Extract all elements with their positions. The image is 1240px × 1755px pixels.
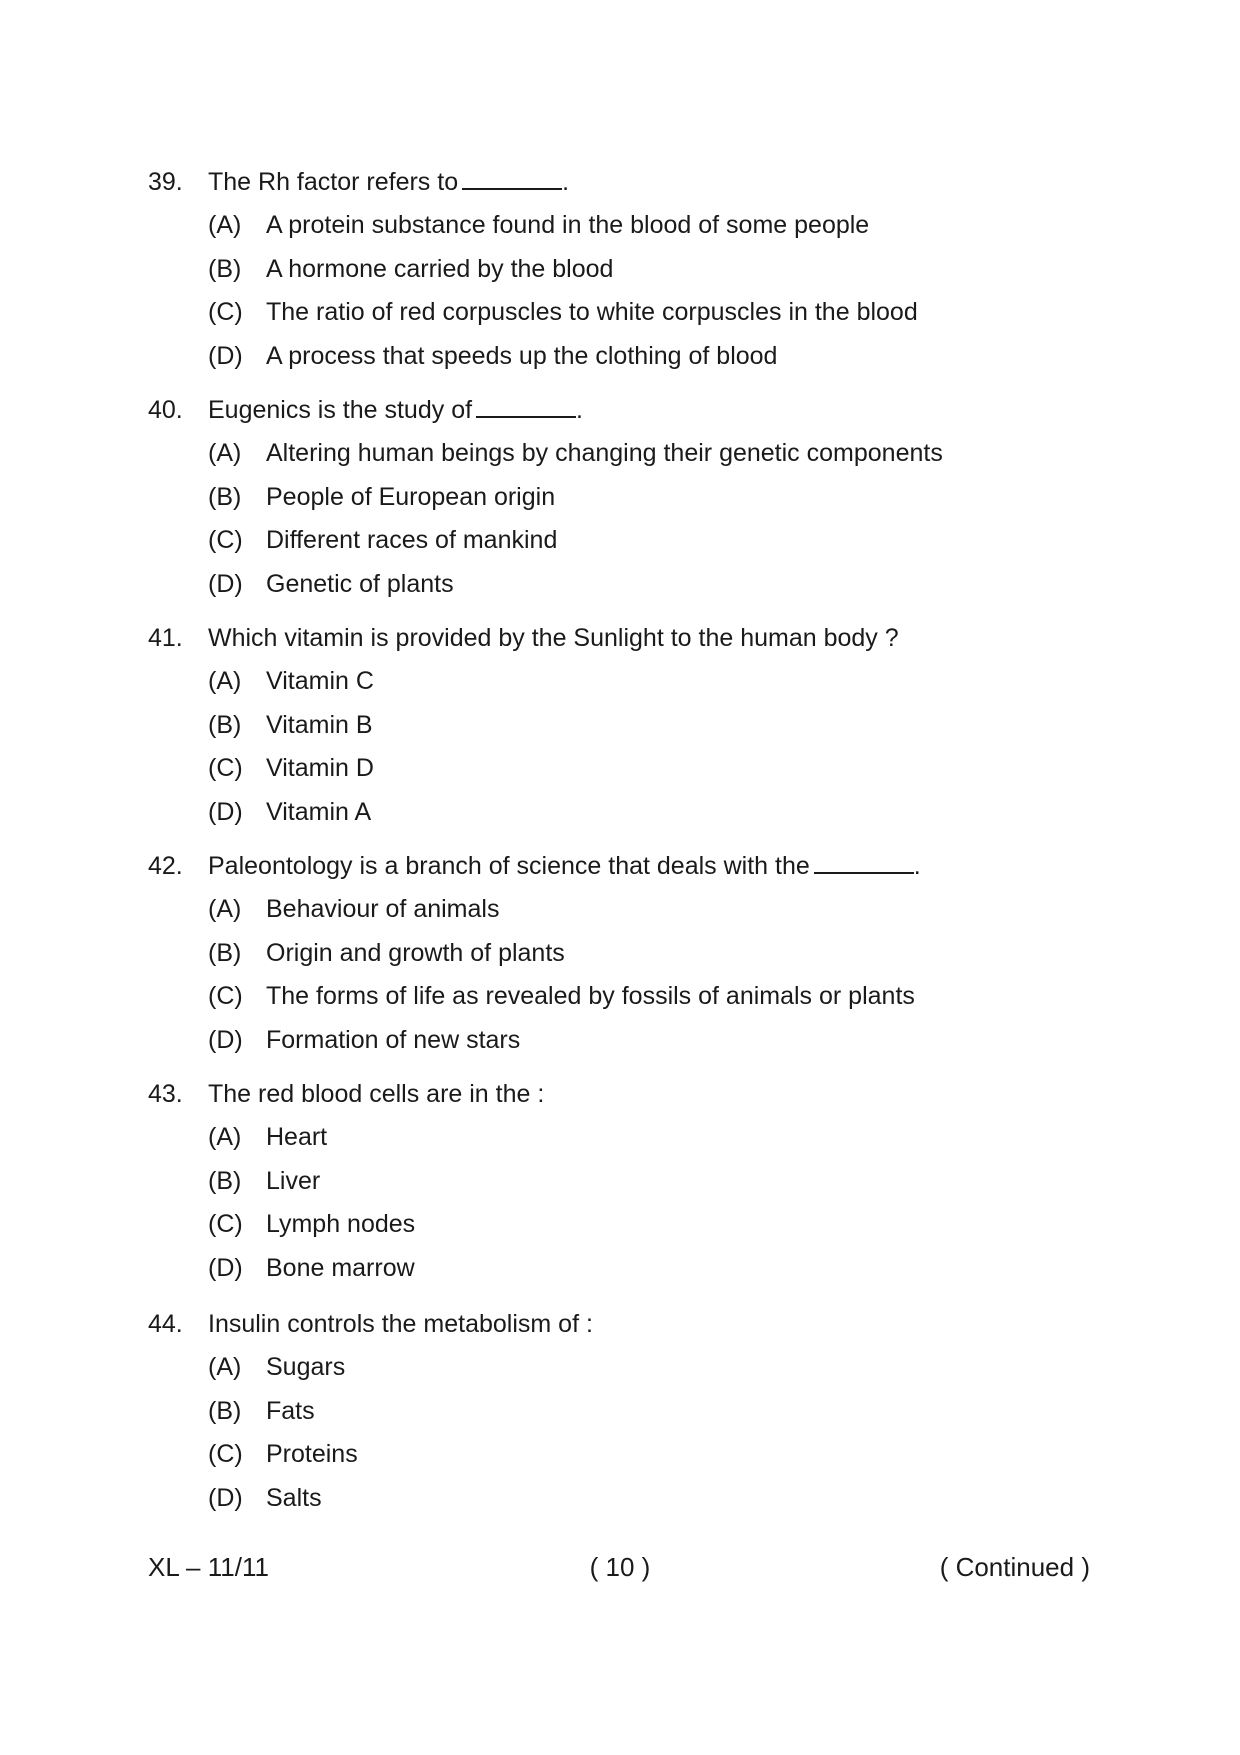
answer-blank	[462, 166, 562, 190]
option-letter: (A)	[208, 667, 242, 695]
question-stem-line	[148, 160, 1148, 204]
option-d	[148, 335, 1148, 379]
option-text: A hormone carried by the blood	[266, 254, 614, 283]
option-letter: (C)	[208, 526, 243, 554]
option-text: Heart	[266, 1123, 328, 1151]
question-stem-line	[148, 1302, 1148, 1346]
question-stem: The Rh factor refers to	[208, 168, 459, 196]
option-d	[148, 1019, 1148, 1063]
option-c	[148, 975, 1148, 1019]
option-text: People of European origin	[266, 482, 556, 511]
option-letter: (A)	[208, 439, 242, 467]
stem-end: .	[562, 168, 570, 196]
option-a	[148, 888, 1148, 932]
question-number: 42.	[148, 852, 183, 880]
option-b	[148, 1160, 1148, 1204]
option-letter: (B)	[208, 1166, 242, 1195]
continued-label: ( Continued )	[939, 1552, 1090, 1582]
option-letter: (A)	[208, 895, 242, 923]
option-text: Genetic of plants	[266, 569, 454, 598]
question-number: 44.	[148, 1310, 183, 1338]
option-text: Behaviour of animals	[266, 895, 500, 923]
option-b	[148, 704, 1148, 748]
option-text: Bone marrow	[266, 1253, 415, 1282]
option-letter: (D)	[208, 797, 243, 826]
answer-blank	[814, 850, 914, 874]
question-43	[148, 1072, 1148, 1290]
question-stem: Insulin controls the metabolism of :	[208, 1310, 593, 1338]
option-b	[148, 1390, 1148, 1434]
option-text: A protein substance found in the blood of some people	[266, 211, 870, 239]
option-b	[148, 476, 1148, 520]
option-letter: (C)	[208, 1440, 243, 1468]
option-text: Fats	[266, 1396, 315, 1425]
question-41	[148, 616, 1148, 834]
paper-code: XL – 11/11	[148, 1552, 269, 1582]
question-stem-line	[148, 388, 1148, 432]
option-letter: (D)	[208, 1253, 243, 1282]
option-letter: (B)	[208, 1396, 242, 1425]
question-number: 39.	[148, 168, 183, 196]
option-text: Vitamin B	[266, 710, 373, 739]
option-letter: (C)	[208, 1210, 243, 1238]
option-letter: (C)	[208, 754, 243, 782]
question-stem: Eugenics is the study of	[208, 396, 473, 424]
question-stem: The red blood cells are in the :	[208, 1080, 545, 1108]
option-list	[148, 888, 1148, 1062]
option-text: Altering human beings by changing their genetic components	[266, 439, 943, 467]
option-text: The ratio of red corpuscles to white corpuscles in the blood	[266, 298, 918, 326]
option-letter: (B)	[208, 710, 242, 739]
question-44	[148, 1302, 1148, 1520]
option-d	[148, 563, 1148, 607]
option-a	[148, 432, 1148, 476]
option-list	[148, 1346, 1148, 1520]
option-letter: (D)	[208, 341, 243, 370]
option-letter: (C)	[208, 298, 243, 326]
option-letter: (D)	[208, 1025, 243, 1054]
option-letter: (A)	[208, 1123, 242, 1151]
question-40	[148, 388, 1148, 606]
option-a	[148, 1116, 1148, 1160]
question-number: 43.	[148, 1080, 183, 1108]
option-c	[148, 1203, 1148, 1247]
option-list	[148, 204, 1148, 378]
option-text: Vitamin D	[266, 754, 374, 782]
option-letter: (A)	[208, 1353, 242, 1381]
option-list	[148, 432, 1148, 606]
question-42	[148, 844, 1148, 1062]
question-39	[148, 160, 1148, 378]
option-c	[148, 747, 1148, 791]
page-footer	[0, 1545, 1240, 1589]
option-text: Different races of mankind	[266, 526, 558, 554]
option-list	[148, 1116, 1148, 1290]
stem-end: .	[913, 852, 921, 880]
question-stem-line	[148, 616, 1148, 660]
option-letter: (B)	[208, 254, 242, 283]
stem-end: .	[576, 396, 583, 424]
option-letter: (A)	[208, 211, 242, 239]
option-b	[148, 932, 1148, 976]
option-text: Vitamin A	[266, 797, 372, 826]
question-stem: Paleontology is a branch of science that deals with the	[208, 852, 810, 880]
option-letter: (B)	[208, 938, 242, 967]
option-list	[148, 660, 1148, 834]
option-text: Proteins	[266, 1440, 358, 1468]
page-number: ( 10 )	[589, 1552, 651, 1582]
option-text: Sugars	[266, 1353, 346, 1381]
option-letter: (D)	[208, 1483, 243, 1512]
option-text: Liver	[266, 1166, 321, 1195]
question-number: 40.	[148, 396, 183, 424]
option-d	[148, 791, 1148, 835]
option-text: Vitamin C	[266, 667, 374, 695]
option-text: Lymph nodes	[266, 1210, 416, 1238]
question-number: 41.	[148, 624, 183, 652]
option-text: The forms of life as revealed by fossils of animals or plants	[266, 982, 915, 1010]
question-stem-line	[148, 1072, 1148, 1116]
option-text: Salts	[266, 1483, 322, 1512]
option-text: Origin and growth of plants	[266, 938, 565, 967]
answer-blank	[476, 394, 576, 418]
option-d	[148, 1247, 1148, 1291]
option-text: Formation of new stars	[266, 1025, 521, 1054]
option-b	[148, 248, 1148, 292]
option-text: A process that speeds up the clothing of blood	[266, 341, 778, 370]
question-stem: Which vitamin is provided by the Sunlight to the human body ?	[208, 624, 899, 652]
option-d	[148, 1477, 1148, 1521]
option-a	[148, 204, 1148, 248]
option-a	[148, 1346, 1148, 1390]
option-c	[148, 1433, 1148, 1477]
question-stem-line	[148, 844, 1148, 888]
option-c	[148, 291, 1148, 335]
option-letter: (C)	[208, 982, 243, 1010]
option-letter: (B)	[208, 482, 242, 511]
option-letter: (D)	[208, 569, 243, 598]
option-a	[148, 660, 1148, 704]
option-c	[148, 519, 1148, 563]
